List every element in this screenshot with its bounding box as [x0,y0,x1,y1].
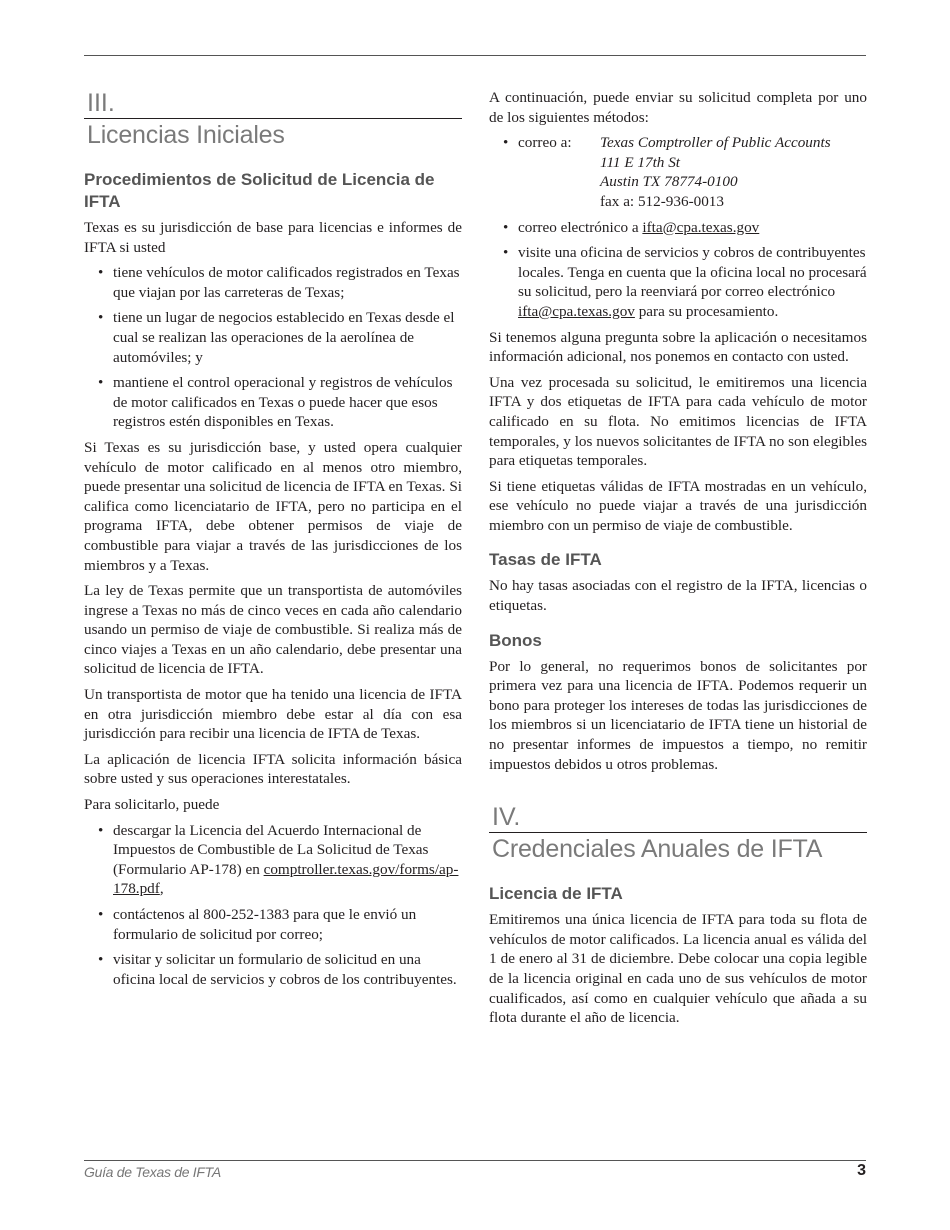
list-item-mail [518,133,867,211]
intro-paragraph: Texas es su jurisdicción de base para licencias e informes de IFTA si usted [84,219,462,256]
list-item-tail: , [159,880,164,898]
left-column [84,88,462,995]
list-item-visit [518,243,867,321]
page-number: 3 [857,1162,866,1179]
list-item: • tiene un lugar de negocios establecido en Texas desde el cual se realizan las operaciones de la aerolínea de automóviles; y [113,308,462,367]
eligibility-list [84,263,462,432]
form-link[interactable]: comptroller.texas.gov/forms/ap-178.pdf [113,860,459,898]
paragraph: La aplicación de licencia IFTA solicita información básica sobre usted y sus operaciones interestatales. [84,750,462,788]
paragraph: No hay tasas asociadas con el registro de la IFTA, licencias o etiquetas. [489,577,867,615]
paragraph: A continuación, puede enviar su solicitud completa por uno de los siguientes métodos: [489,89,867,126]
heading-license: Licencia de IFTA [489,884,623,904]
address-line: Austin TX 78774-0100 [600,173,738,191]
mail-label: • correo a: [518,134,572,152]
footer-rule [84,1160,866,1161]
top-rule [84,55,866,56]
paragraph: Una vez procesada su solicitud, le emitiremos una licencia IFTA y dos etiquetas de IFTA para cada vehículo de motor calificado en su flota. No emitimos licencias de IFTA temporales, y los nuevos solicitantes de IFTA no son elegibles para etiquetas temporales. [489,373,867,470]
list-item [113,821,462,899]
paragraph: Un transportista de motor que ha tenido una licencia de IFTA en otra jurisdicción miembro debe estar al día con esa jurisdicción para recibir una licencia de IFTA de Texas. [84,686,462,743]
list-item: • tiene vehículos de motor calificados registrados en Texas que viajan por las carreteras de Texas; [113,263,462,302]
list-item: • visitar y solicitar un formulario de solicitud en una oficina local de servicios y cobros de los contribuyentes. [113,950,462,989]
address-line: Texas Comptroller of Public Accounts [600,134,831,152]
list-item-text: visite una oficina de servicios y cobros de contribuyentes locales. Tenga en cuenta que la oficina local no procesará su solicitud, pero la reenviará por correo electrónico [518,244,867,301]
paragraph: Si tiene etiquetas válidas de IFTA mostradas en un vehículo, ese vehículo no puede viajar a través de una jurisdicción miembro con un permiso de viaje de combustible. [489,477,867,534]
section-title: Credenciales Anuales de IFTA [489,832,867,865]
section-title: Licencias Iniciales [84,118,462,151]
list-item-text: descargar la Licencia del Acuerdo Internacional de Impuestos de Combustible de La Solicitud de Texas (Formulario AP-178) en [113,821,429,878]
section-number: IV. [492,803,521,832]
mail-address [518,133,867,211]
list-item: • contáctenos al 800-252-1383 para que le envió un formulario de solicitud por correo; [113,905,462,944]
paragraph: Para solicitarlo, puede [84,796,220,814]
heading-bonds: Bonos [489,630,542,650]
paragraph: Emitiremos una única licencia de IFTA para toda su flota de vehículos de motor calificados. La licencia anual es válida del 1 de enero al 31 de diciembre. Debe colocar una copia legible de la licencia original en cada uno de sus vehículos de motor cualificados, así como en cualquier vehículo que añada a su flota durante el año de licencia. [489,911,867,1027]
paragraph: Si tenemos alguna pregunta sobre la aplicación o necesitamos información adicional, nos ponemos en contacto con usted. [489,328,867,366]
footer-title: Guía de Texas de IFTA [84,1164,221,1180]
email-link[interactable]: ifta@cpa.texas.gov [642,218,760,236]
heading-fees: Tasas de IFTA [489,550,602,570]
section-number: III. [87,89,115,117]
right-column [489,88,867,1034]
fax-line: fax a: 512-936-0013 [600,192,724,210]
list-item-text: correo electrónico a [518,218,639,236]
heading-application-procedures: Procedimientos de Solicitud de Licencia de IFTA [84,170,435,211]
address-lines [600,133,831,211]
list-item-email [518,218,867,238]
paragraph: Por lo general, no requerimos bonos de solicitantes por primera vez para una licencia de IFTA. Podemos requerir un bono para proteger los intereses de todas las jurisdicciones de los miembros si un licenciatario de IFTA tiene un historial de no presentar informes de impuestos a tiempo, no remitir impuestos debidos u otros problemas. [489,657,867,773]
how-to-apply-list [84,821,462,990]
paragraph: Si Texas es su jurisdicción base, y usted opera cualquier vehículo de motor calificado en al menos otro miembro, puede presentar una solicitud de licencia de IFTA en Texas. Si califica como licenciatario de IFTA, pero no participa en el programa IFTA, debe obtener permisos de viaje de combustible para viajar a través de las jurisdicciones de los miembros y a Texas. [84,438,462,574]
list-item-tail: para su procesamiento. [638,302,779,320]
submission-methods-list [489,133,867,321]
address-line: 111 E 17th St [600,153,681,171]
section-spacer [489,780,867,802]
email-link[interactable]: ifta@cpa.texas.gov [518,302,635,320]
paragraph: La ley de Texas permite que un transportista de automóviles ingrese a Texas no más de cinco veces en cada año calendario usando un permiso de viaje de combustible. Si realiza más de cinco viajes a Texas en un año calendario, debe presentar una solicitud de licencia de IFTA. [84,582,462,678]
list-item: • mantiene el control operacional y registros de vehículos de motor calificados en Texas o puede hacer que esos registros estén disponibles en Texas. [113,373,462,432]
